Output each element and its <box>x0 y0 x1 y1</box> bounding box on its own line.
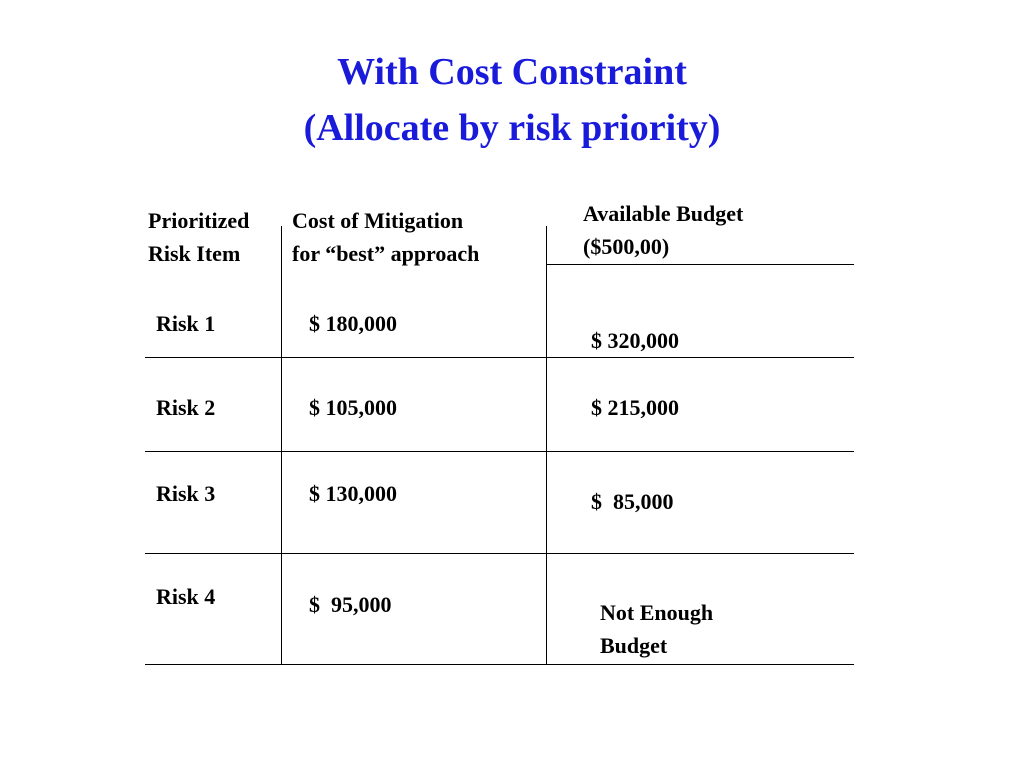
table-row-3-risk: Risk 3 <box>156 481 216 506</box>
slide-title: With Cost Constraint <box>337 51 687 93</box>
table-row-2-cost: $ 105,000 <box>309 395 397 420</box>
table-row-4-risk: Risk 4 <box>156 584 216 609</box>
divider-row-3 <box>145 553 854 554</box>
header-available-budget-line-2: ($500,00) <box>583 234 670 259</box>
header-risk-item-line-2: Risk Item <box>148 241 241 266</box>
table-row-4-budget-line-2: Budget <box>600 633 668 658</box>
divider-table-bottom <box>145 664 854 665</box>
divider-header-budget <box>547 264 854 265</box>
table-row-2-risk: Risk 2 <box>156 395 216 420</box>
header-available-budget <box>583 197 743 263</box>
divider-column-2 <box>546 226 547 665</box>
divider-column-1 <box>281 226 282 665</box>
divider-row-1 <box>145 357 854 358</box>
header-mitigation-cost-line-2: for “best” approach <box>292 241 480 266</box>
table-row-1-risk: Risk 1 <box>156 311 216 336</box>
header-mitigation-cost-line-1: Cost of Mitigation <box>292 208 464 233</box>
table-row-2-budget: $ 215,000 <box>591 395 679 420</box>
header-risk-item <box>148 204 249 270</box>
divider-row-2 <box>145 451 854 452</box>
header-available-budget-line-1: Available Budget <box>583 201 744 226</box>
header-risk-item-line-1: Prioritized <box>148 208 250 233</box>
table-row-1-cost: $ 180,000 <box>309 311 397 336</box>
table-row-4-budget <box>600 596 713 662</box>
table-row-4-cost: $ 95,000 <box>309 592 392 617</box>
table-row-3-cost: $ 130,000 <box>309 481 397 506</box>
slide-subtitle: (Allocate by risk priority) <box>303 107 721 149</box>
header-mitigation-cost <box>292 204 479 270</box>
table-row-1-budget: $ 320,000 <box>591 328 679 353</box>
table-row-4-budget-line-1: Not Enough <box>600 600 714 625</box>
table-row-3-budget: $ 85,000 <box>591 489 674 514</box>
